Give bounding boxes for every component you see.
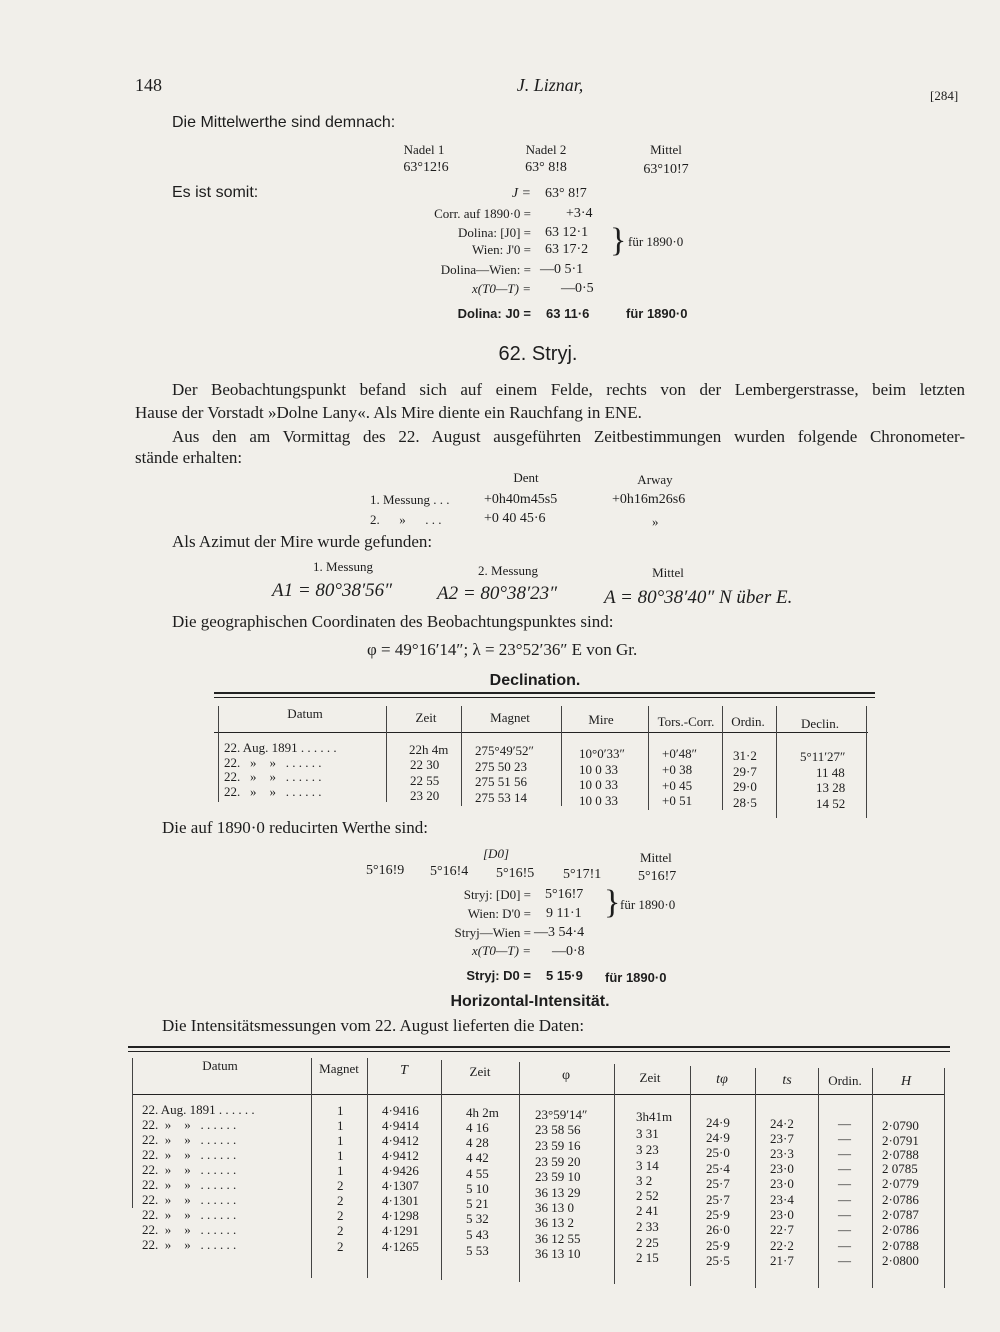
table-top-rule-thin	[128, 1051, 950, 1052]
table-cell: 2 15	[636, 1250, 659, 1265]
table-cell: 4·9426	[382, 1163, 419, 1178]
table-cell: 2·0786	[882, 1222, 919, 1237]
table-cell: 22. » » . . . . . .	[142, 1162, 237, 1177]
calc-value: —0·8	[552, 944, 585, 959]
table-cell: 22·7	[770, 1222, 794, 1237]
calc-value: +3·4	[566, 206, 593, 221]
table-cell: 11 48	[816, 765, 845, 780]
column-divider	[755, 1068, 756, 1288]
table-cell: 10 0 33	[579, 777, 618, 792]
table-cell: 25·4	[706, 1161, 730, 1176]
table-cell: 4·1291	[382, 1223, 419, 1238]
chrono-dent: +0h40m45s5	[484, 492, 558, 507]
paragraph-line: Der Beobachtungspunkt befand sich auf einem Felde, rechts von der Lembergerstrasse, beim letzten	[172, 380, 965, 399]
table-cell: 23·4	[770, 1192, 794, 1207]
azimut-intro: Als Azimut der Mire wurde gefunden:	[172, 532, 433, 551]
table-header: Magnet	[490, 710, 530, 725]
table-header: Mire	[588, 712, 614, 727]
column-divider	[311, 1058, 312, 1278]
table-cell: 5 10	[466, 1181, 489, 1196]
d0-value: 5°16!4	[430, 864, 469, 879]
azimut-header: 2. Messung	[478, 563, 538, 578]
mittelwerthe-intro: Die Mittelwerthe sind demnach:	[172, 114, 396, 131]
table-cell: 23·0	[770, 1161, 794, 1176]
table-cell: 22 55	[410, 773, 440, 788]
result-value: 5 15·9	[546, 968, 583, 983]
d0-value: 5°17!1	[563, 867, 602, 882]
hi-intro: Die Intensitätsmessungen vom 22. August lieferten die Daten:	[162, 1016, 585, 1035]
somit-label: Es ist somit:	[172, 184, 259, 201]
column-divider	[690, 1066, 691, 1286]
table-cell: 2 41	[636, 1203, 659, 1218]
calc-label: Dolina—Wien: =	[440, 262, 531, 277]
value-nadel1: 63°12!6	[403, 160, 449, 175]
table-cell: —	[838, 1222, 851, 1237]
page-bracket-number: [284]	[930, 88, 959, 103]
table-cell: 2·0791	[882, 1133, 919, 1148]
chrono-row-label: 1. Messung . . .	[370, 492, 450, 507]
table-cell: 22. » » . . . . . .	[224, 784, 322, 799]
fur-1890-label: für 1890·0	[620, 897, 676, 912]
table-cell: 36 12 55	[535, 1231, 581, 1246]
table-cell: 4 42	[466, 1150, 489, 1165]
table-cell: +0 45	[662, 778, 693, 793]
mittel-label: Mittel	[640, 850, 672, 865]
table-cell: 22h 4m	[409, 742, 449, 757]
declination-title: Declination.	[489, 672, 581, 689]
table-cell: 5 53	[466, 1243, 489, 1258]
table-header: T	[400, 1063, 408, 1078]
column-divider	[866, 706, 867, 818]
table-cell: 23 20	[410, 788, 440, 803]
coords-value: φ = 49°16′14″; λ = 23°52′36″ E von Gr.	[367, 640, 638, 659]
column-divider	[461, 706, 462, 806]
calc-value: 63 12·1	[545, 225, 589, 240]
table-cell: 2·0800	[882, 1253, 919, 1268]
table-cell: 4·9412	[382, 1133, 419, 1148]
table-top-rule	[128, 1046, 950, 1048]
table-cell: 22. » » . . . . . .	[224, 755, 322, 770]
d0-label: [D0]	[483, 846, 510, 861]
table-cell: 23·0	[770, 1207, 794, 1222]
table-cell: 2·0788	[882, 1238, 919, 1253]
table-cell: 23·0	[770, 1176, 794, 1191]
table-cell: 4 55	[466, 1166, 489, 1181]
table-cell: 2	[337, 1193, 344, 1208]
table-cell: 21·7	[770, 1253, 794, 1268]
table-cell: 26·0	[706, 1222, 730, 1237]
table-cell: 4 28	[466, 1135, 489, 1150]
table-header: Magnet	[319, 1061, 359, 1076]
table-cell: 14 52	[816, 796, 846, 811]
table-cell: 3 2	[636, 1173, 653, 1188]
calc-value: 63° 8!7	[545, 186, 587, 201]
table-cell: 2	[337, 1223, 344, 1238]
table-cell: 4·1298	[382, 1208, 419, 1223]
table-cell: —	[838, 1131, 851, 1146]
table-cell: 3h41m	[636, 1109, 673, 1124]
column-divider	[218, 706, 219, 802]
table-cell: 23·3	[770, 1146, 794, 1161]
table-cell: 25·9	[706, 1238, 730, 1253]
table-cell: 2 33	[636, 1219, 659, 1234]
table-cell: 2·0779	[882, 1176, 919, 1191]
table-cell: 4·9412	[382, 1148, 419, 1163]
column-divider	[132, 1058, 133, 1208]
table-cell: 22·2	[770, 1238, 794, 1253]
calc-value: —0 5·1	[540, 262, 584, 277]
calc-label: J =	[511, 186, 531, 201]
paragraph-line: Aus den am Vormittag des 22. August ausgeführten Zeitbestimmungen wurden folgende Chronometer-	[172, 427, 965, 446]
reducirten-intro: Die auf 1890·0 reducirten Werthe sind:	[162, 818, 428, 837]
table-cell: 5 21	[466, 1196, 489, 1211]
table-header: Zeit	[469, 1064, 491, 1079]
table-header: φ	[561, 1068, 571, 1083]
table-cell: 36 13 0	[535, 1200, 574, 1215]
table-header-rule	[132, 1094, 944, 1095]
calc-value: —3 54·4	[534, 925, 585, 940]
table-cell: 36 13 2	[535, 1215, 574, 1230]
table-header: H	[900, 1074, 912, 1089]
table-cell: 2·0790	[882, 1118, 919, 1133]
table-cell: 25·0	[706, 1145, 730, 1160]
paragraph-line: Hause der Vorstadt »Dolne Lany«. Als Mire diente ein Rauchfang in ENE.	[135, 403, 642, 422]
column-divider	[519, 1062, 520, 1282]
table-cell: 29·7	[733, 764, 757, 779]
table-cell: +0′48″	[662, 746, 698, 761]
d0-mittel-value: 5°16!7	[638, 869, 677, 884]
table-cell: —	[838, 1207, 851, 1222]
table-cell: 3 23	[636, 1142, 659, 1157]
table-cell: 2 52	[636, 1188, 659, 1203]
azimut-header: 1. Messung	[313, 559, 373, 574]
result-fur: für 1890·0	[626, 306, 688, 321]
column-divider	[872, 1068, 873, 1288]
table-cell: —	[838, 1146, 851, 1161]
section-heading: 62. Stryj.	[498, 343, 578, 365]
table-header: Zeit	[415, 710, 437, 725]
table-cell: 10 0 33	[579, 793, 618, 808]
col-label-nadel1: Nadel 1	[403, 142, 445, 157]
table-cell: 10°0′33″	[579, 746, 625, 761]
table-cell: 36 13 29	[535, 1185, 581, 1200]
table-cell: 4·9416	[382, 1103, 419, 1118]
page-number: 148	[135, 75, 162, 95]
table-cell: 23°59′14″	[535, 1107, 588, 1122]
table-cell: 22. » » . . . . . .	[142, 1117, 237, 1132]
table-cell: 31·2	[733, 748, 757, 763]
table-cell: 275 51 56	[475, 774, 527, 789]
table-cell: +0 51	[662, 793, 693, 808]
column-divider	[818, 1068, 819, 1288]
table-cell: 22. » » . . . . . .	[142, 1132, 237, 1147]
table-cell: 2	[337, 1208, 344, 1223]
table-cell: 2	[337, 1178, 344, 1193]
table-header: tφ	[716, 1072, 728, 1087]
calc-label: Wien: J'0 =	[472, 242, 531, 257]
chrono-arway: +0h16m26s6	[612, 492, 686, 507]
calc-value: 63 17·2	[545, 242, 589, 257]
calc-label: x(T0—T) =	[472, 943, 531, 958]
hi-title: Horizontal-Intensität.	[450, 993, 610, 1010]
table-top-rule-thin	[214, 697, 875, 698]
coords-intro: Die geographischen Coordinaten des Beobachtungspunktes sind:	[172, 612, 614, 631]
table-cell: 29·0	[733, 779, 757, 794]
table-header: Tors.-Corr.	[657, 714, 715, 729]
table-cell: 1	[337, 1133, 344, 1148]
col-label-nadel2: Nadel 2	[525, 142, 567, 157]
calc-value: 5°16!7	[545, 887, 584, 902]
table-cell: 28·5	[733, 795, 757, 810]
column-divider	[386, 706, 387, 802]
table-cell: 5°11′27″	[800, 749, 846, 764]
table-header-rule	[214, 732, 868, 733]
table-cell: 2 25	[636, 1235, 659, 1250]
table-cell: 23·7	[770, 1131, 794, 1146]
col-label-mittel: Mittel	[650, 142, 682, 157]
azimut-value-mittel: A = 80°38′40″ N über E.	[604, 587, 793, 608]
paragraph-line: stände erhalten:	[135, 448, 243, 467]
table-cell: 22. » » . . . . . .	[142, 1222, 237, 1237]
table-cell: 4·1307	[382, 1178, 419, 1193]
table-cell: 4·1265	[382, 1239, 419, 1254]
table-cell: 3 31	[636, 1126, 659, 1141]
azimut-header: Mittel	[652, 565, 684, 580]
table-cell: —	[838, 1116, 851, 1131]
table-cell: —	[838, 1253, 851, 1268]
d0-value: 5°16!9	[366, 863, 405, 878]
calc-label: Corr. auf 1890·0 =	[434, 206, 531, 221]
table-cell: 1	[337, 1163, 344, 1178]
table-cell: 22. » » . . . . . .	[142, 1177, 237, 1192]
value-mittel: 63°10!7	[643, 162, 689, 177]
column-divider	[367, 1058, 368, 1278]
column-divider	[441, 1060, 442, 1280]
table-cell: 22 30	[410, 757, 440, 772]
calc-label: Stryj: [D0] =	[463, 887, 531, 902]
table-cell: 22. » » . . . . . .	[142, 1147, 237, 1162]
result-label: Stryj: D0 =	[466, 968, 531, 983]
table-header: Zeit	[639, 1070, 661, 1085]
table-cell: 24·9	[706, 1130, 730, 1145]
table-cell: 2·0788	[882, 1147, 919, 1162]
calc-value: —0·5	[561, 281, 594, 296]
chrono-header-dent: Dent	[513, 470, 539, 485]
d0-value: 5°16!5	[496, 866, 535, 881]
table-cell: —	[838, 1238, 851, 1253]
column-divider	[944, 1068, 945, 1288]
table-cell: 5 43	[466, 1227, 489, 1242]
table-cell: +0 38	[662, 762, 693, 777]
table-header: Declin.	[801, 716, 839, 731]
chrono-header-arway: Arway	[637, 472, 673, 487]
table-cell: 5 32	[466, 1211, 489, 1226]
column-divider	[776, 706, 777, 818]
calc-label: Dolina: [J0] =	[457, 225, 531, 240]
table-cell: 22. » » . . . . . .	[142, 1237, 237, 1252]
table-cell: 22. » » . . . . . .	[142, 1207, 237, 1222]
table-cell: 3 14	[636, 1158, 659, 1173]
table-cell: —	[838, 1176, 851, 1191]
fur-1890-label: für 1890·0	[628, 234, 684, 249]
table-cell: 36 13 10	[535, 1246, 581, 1261]
table-cell: 4·9414	[382, 1118, 419, 1133]
table-cell: 4 16	[466, 1120, 489, 1135]
brace-glyph: }	[604, 884, 621, 921]
result-fur: für 1890·0	[605, 970, 667, 985]
table-cell: 275°49′52″	[475, 743, 534, 758]
table-cell: 25·5	[706, 1253, 730, 1268]
brace-glyph: }	[610, 222, 627, 259]
azimut-value-2: A2 = 80°38′23″	[437, 583, 558, 604]
value-nadel2: 63° 8!8	[525, 160, 567, 175]
chrono-dent: +0 40 45·6	[484, 511, 546, 526]
table-header: Datum	[287, 706, 323, 721]
table-header: Datum	[202, 1058, 238, 1073]
calc-value: 9 11·1	[546, 906, 582, 921]
table-cell: 22. Aug. 1891 . . . . . .	[224, 740, 337, 755]
column-divider	[614, 1064, 615, 1284]
table-cell: 1	[337, 1118, 344, 1133]
result-value: 63 11·6	[546, 306, 590, 321]
table-cell: 24·2	[770, 1116, 794, 1131]
table-cell: 1	[337, 1103, 344, 1118]
table-cell: 23 58 56	[535, 1122, 581, 1137]
table-cell: 2·0786	[882, 1192, 919, 1207]
calc-label: Stryj—Wien =	[454, 925, 531, 940]
column-divider	[722, 706, 723, 810]
running-head-author: J. Liznar,	[516, 75, 584, 95]
chrono-arway: »	[652, 514, 659, 529]
table-cell: 275 53 14	[475, 790, 527, 805]
table-cell: —	[838, 1192, 851, 1207]
table-cell: 25·9	[706, 1207, 730, 1222]
table-cell: 10 0 33	[579, 762, 618, 777]
azimut-value-1: A1 = 80°38′56″	[272, 580, 393, 601]
table-header: ts	[782, 1073, 792, 1088]
table-cell: 13 28	[816, 780, 846, 795]
table-header: Ordin.	[828, 1073, 862, 1088]
table-cell: 22. » » . . . . . .	[224, 769, 322, 784]
table-header: Ordin.	[731, 714, 765, 729]
table-cell: 4h 2m	[466, 1105, 499, 1120]
table-cell: 24·9	[706, 1115, 730, 1130]
table-cell: 25·7	[706, 1192, 730, 1207]
table-cell: 4·1301	[382, 1193, 419, 1208]
table-cell: 2·0787	[882, 1207, 919, 1222]
table-cell: 23 59 20	[535, 1154, 581, 1169]
table-top-rule	[214, 692, 875, 694]
table-cell: 22. » » . . . . . .	[142, 1192, 237, 1207]
table-cell: 2 0785	[882, 1161, 918, 1176]
column-divider	[648, 706, 649, 810]
table-cell: —	[838, 1161, 851, 1176]
calc-label: x(T0—T) =	[472, 281, 531, 296]
result-label: Dolina: J0 =	[457, 306, 531, 321]
table-cell: 2	[337, 1239, 344, 1254]
calc-label: Wien: D'0 =	[467, 906, 531, 921]
table-cell: 1	[337, 1148, 344, 1163]
table-cell: 23 59 10	[535, 1169, 581, 1184]
table-cell: 275 50 23	[475, 759, 527, 774]
chrono-row-label: 2. » . . .	[370, 512, 442, 527]
column-divider	[561, 706, 562, 806]
table-cell: 22. Aug. 1891 . . . . . .	[142, 1102, 255, 1117]
table-cell: 23 59 16	[535, 1138, 581, 1153]
table-cell: 25·7	[706, 1176, 730, 1191]
